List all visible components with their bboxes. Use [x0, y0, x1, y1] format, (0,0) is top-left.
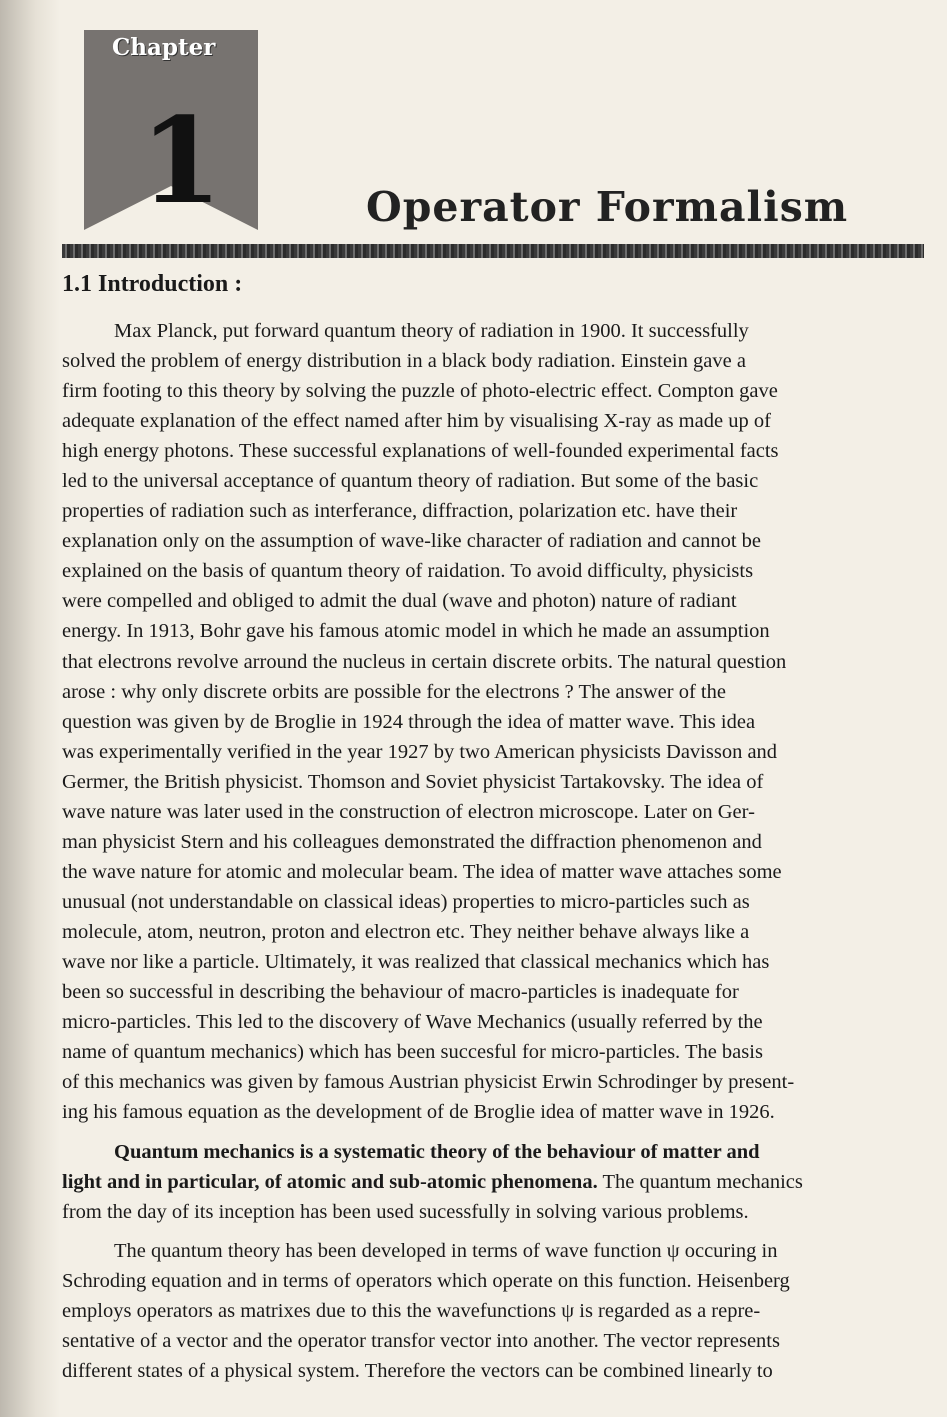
paragraph-operators — [62, 1236, 924, 1386]
text-line: adequate explanation of the effect named after him by visualising X-ray as made up of — [62, 410, 771, 433]
text-line: unusual (not understandable on classical ideas) properties to micro-particles such as — [62, 890, 750, 913]
text-line — [62, 1167, 924, 1197]
text-line: explanation only on the assumption of wave-like character of radiation and cannot be — [62, 530, 762, 553]
text-line: molecule, atom, neutron, proton and electron etc. They neither behave always like a — [62, 920, 750, 943]
text-line: Max Planck, put forward quantum theory of radiation in 1900. It successfully — [114, 320, 749, 342]
page-binding-shadow — [0, 0, 60, 1417]
text-line: ing his famous equation as the development of de Broglie idea of matter wave in 1926. — [62, 1101, 775, 1124]
text-line: name of quantum mechanics) which has been succesful for micro-particles. The basis — [62, 1041, 763, 1064]
chapter-title: Operator Formalism — [366, 183, 849, 231]
paragraph-intro — [62, 316, 924, 1127]
text-line: been so successful in describing the behaviour of macro-particles is inadequate for — [62, 981, 739, 1004]
text-line: was experimentally verified in the year 1927 by two American physicists Davisson and — [62, 740, 778, 763]
text-line: different states of a physical system. Therefore the vectors can be combined linearly to — [62, 1360, 773, 1383]
text-line: man physicist Stern and his colleagues demonstrated the diffraction phenomenon and — [62, 830, 762, 853]
text-line: of this mechanics was given by famous Austrian physicist Erwin Schrodinger by present- — [62, 1071, 795, 1094]
text-line: the wave nature for atomic and molecular beam. The idea of matter wave attaches some — [62, 860, 782, 883]
section-heading: 1.1 Introduction : — [62, 271, 243, 297]
text-regular: The quantum mechanics — [597, 1171, 803, 1194]
text-line: wave nature was later used in the construction of electron microscope. Later on Ger- — [62, 800, 755, 823]
text-line: high energy photons. These successful explanations of well-founded experimental facts — [62, 440, 779, 463]
text-line: that electrons revolve arround the nucleus in certain discrete orbits. The natural question — [62, 650, 787, 673]
text-line: led to the universal acceptance of quantum theory of radiation. But some of the basic — [62, 470, 759, 493]
text-line: question was given by de Broglie in 1924 through the idea of matter wave. This idea — [62, 710, 756, 733]
text-line: energy. In 1913, Bohr gave his famous atomic model in which he made an assumption — [62, 620, 770, 643]
text-line: The quantum theory has been developed in terms of wave function ψ occuring in — [114, 1240, 778, 1262]
paragraph-definition — [62, 1137, 924, 1227]
title-divider — [62, 244, 924, 258]
text-line: arose : why only discrete orbits are possible for the electrons ? The answer of the — [62, 680, 726, 703]
text-line: properties of radiation such as interferance, diffraction, polarization etc. have their — [62, 500, 738, 523]
text-line: firm footing to this theory by solving the puzzle of photo-electric effect. Compton gave — [62, 380, 778, 403]
text-line: solved the problem of energy distribution in a black body radiation. Einstein gave a — [62, 350, 746, 373]
text-line: explained on the basis of quantum theory of raidation. To avoid difficulty, physicists — [62, 560, 754, 583]
text-bold: light and in particular, of atomic and sub-atomic phenomena. — [62, 1171, 598, 1194]
text-line: were compelled and obliged to admit the dual (wave and photon) nature of radiant — [62, 590, 737, 613]
text-line: sentative of a vector and the operator transfor vector into another. The vector represents — [62, 1330, 780, 1353]
text-line: Schroding equation and in terms of operators which operate on this function. Heisenberg — [62, 1270, 790, 1293]
text-line: wave nor like a particle. Ultimately, it was realized that classical mechanics which has — [62, 950, 770, 973]
text-line: Germer, the British physicist. Thomson and Soviet physicist Tartakovsky. The idea of — [62, 770, 764, 793]
chapter-label: Chapter — [112, 34, 216, 61]
chapter-number: 1 — [140, 91, 223, 230]
text-line: employs operators as matrixes due to this the wavefunctions ψ is regarded as a repre- — [62, 1300, 761, 1323]
text-line-bold: Quantum mechanics is a systematic theory of the behaviour of matter and — [114, 1141, 760, 1163]
text-line: micro-particles. This led to the discovery of Wave Mechanics (usually referred by the — [62, 1011, 763, 1034]
text-line: from the day of its inception has been used sucessfully in solving various problems. — [62, 1201, 749, 1224]
